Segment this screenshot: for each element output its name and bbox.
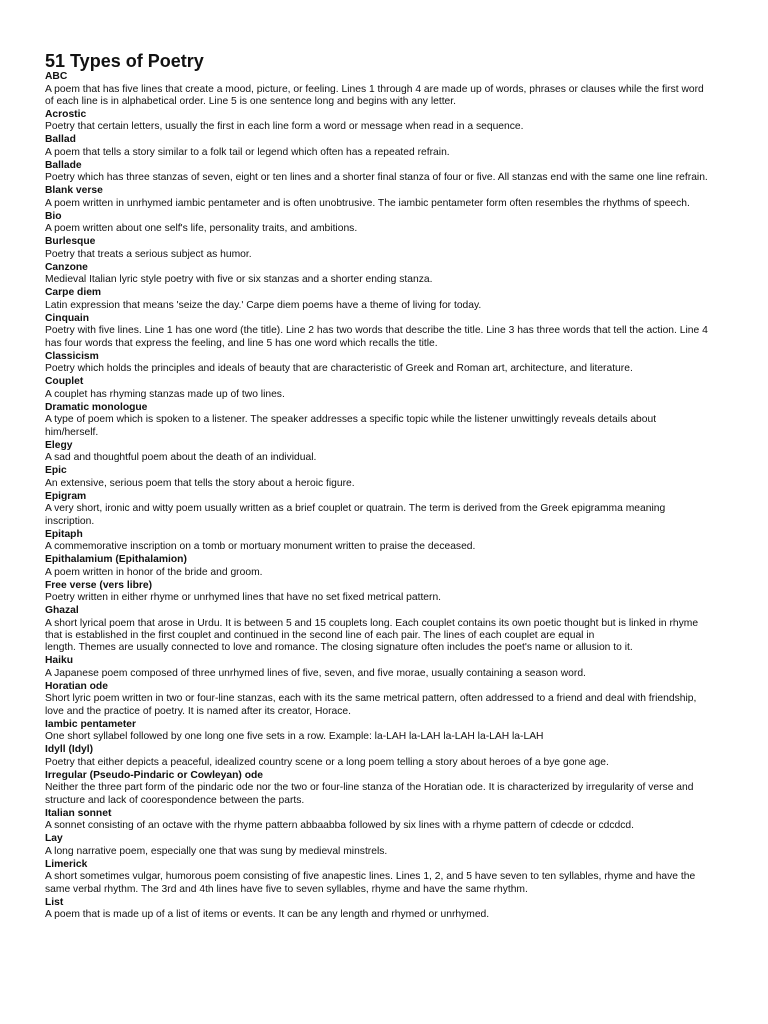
list-item bbox=[45, 440, 708, 465]
entry-term: List bbox=[45, 896, 64, 908]
entry-term: Couplet bbox=[45, 376, 84, 388]
entry-term: Ghazal bbox=[45, 605, 79, 617]
entry-term: Classicism bbox=[45, 350, 99, 362]
list-item bbox=[45, 770, 708, 807]
list-item bbox=[45, 236, 708, 261]
page-title: 51 Types of Poetry bbox=[45, 51, 204, 71]
entry-list bbox=[45, 71, 708, 922]
entry-term: Epigram bbox=[45, 490, 87, 502]
entry-term: Bio bbox=[45, 210, 62, 222]
list-item bbox=[45, 109, 708, 134]
entry-term: Italian sonnet bbox=[45, 807, 112, 819]
entry-term: Ballade bbox=[45, 159, 82, 171]
entry-definition: Poetry that either depicts a peaceful, idealized country scene or a long poem telling a story about heroes of a bye gone age. bbox=[45, 756, 609, 768]
entry-term: Irregular (Pseudo-Pindaric or Cowleyan) ode bbox=[45, 769, 263, 781]
list-item bbox=[45, 287, 708, 312]
entry-term: Canzone bbox=[45, 261, 88, 273]
list-item bbox=[45, 554, 708, 579]
list-item bbox=[45, 529, 708, 554]
entry-term: Ballad bbox=[45, 134, 76, 146]
entry-term: Dramatic monologue bbox=[45, 401, 148, 413]
entry-term: ABC bbox=[45, 71, 68, 82]
entry-definition: A poem written about one self's life, personality traits, and ambitions. bbox=[45, 223, 358, 235]
list-item bbox=[45, 402, 708, 439]
entry-term: Cinquain bbox=[45, 312, 90, 324]
list-item bbox=[45, 859, 708, 896]
entry-term: Blank verse bbox=[45, 185, 103, 197]
list-item bbox=[45, 833, 708, 858]
list-item bbox=[45, 376, 708, 401]
entry-definition: A couplet has rhyming stanzas made up of two lines. bbox=[45, 388, 285, 400]
list-item bbox=[45, 605, 708, 655]
entry-term: Epic bbox=[45, 465, 67, 477]
entry-term: Limerick bbox=[45, 858, 88, 870]
entry-definition: A sad and thoughtful poem about the death of an individual. bbox=[45, 452, 317, 464]
entry-definition: A very short, ironic and witty poem usually written as a brief couplet or quatrain. The term is derived from the Greek epigramma meaning inscription. bbox=[45, 503, 666, 527]
entry-definition: Poetry with five lines. Line 1 has one word (the title). Line 2 has two words that describe the title. Line 3 has three words that tell the action. Line 4 has four words that express the feeling, and line 5 has one word which recalls the title. bbox=[45, 325, 708, 349]
entry-definition: Poetry written in either rhyme or unrhymed lines that have no set fixed metrical pattern. bbox=[45, 592, 442, 604]
entry-definition: Neither the three part form of the pindaric ode nor the two or four-line stanza of the Horatian ode. It is characterized by irregularity of verse and structure and lack of coorespondence between the parts. bbox=[45, 782, 694, 806]
list-item bbox=[45, 580, 708, 605]
list-item bbox=[45, 744, 708, 769]
entry-term: Burlesque bbox=[45, 236, 96, 248]
list-item bbox=[45, 211, 708, 236]
list-item bbox=[45, 897, 708, 922]
list-item bbox=[45, 491, 708, 528]
document-page bbox=[45, 51, 708, 922]
list-item bbox=[45, 185, 708, 210]
entry-definition: An extensive, serious poem that tells the story about a heroic figure. bbox=[45, 477, 355, 489]
entry-definition: Poetry which has three stanzas of seven, eight or ten lines and a shorter final stanza of four or five. All stanzas end with the same one line refrain. bbox=[45, 172, 708, 184]
entry-term: Lay bbox=[45, 833, 63, 845]
list-item bbox=[45, 655, 708, 680]
entry-definition: A commemorative inscription on a tomb or mortuary monument written to praise the deceased. bbox=[45, 541, 476, 553]
list-item bbox=[45, 719, 708, 744]
entry-definition: A poem written in unrhymed iambic pentameter and is often unobtrusive. The iambic pentameter form often resembles the rhythms of speech. bbox=[45, 197, 690, 209]
entry-definition: A short lyrical poem that arose in Urdu. It is between 5 and 15 couplets long. Each couplet contains its own poetic thought but is linked in rhyme that is established in the first couplet and continued in the second line of each pair. The lines of each couplet are equal in length. Themes are usually connected to love and romance. The closing signature often includes the poet's name or allusion to it. bbox=[45, 617, 699, 654]
entry-term: Epithalamium (Epithalamion) bbox=[45, 554, 187, 566]
entry-definition: A long narrative poem, especially one that was sung by medieval minstrels. bbox=[45, 845, 388, 857]
entry-term: Haiku bbox=[45, 655, 74, 667]
list-item bbox=[45, 681, 708, 718]
entry-definition: Poetry that certain letters, usually the first in each line form a word or message when read in a sequence. bbox=[45, 121, 524, 133]
entry-definition: A type of poem which is spoken to a listener. The speaker addresses a specific topic while the listener unwittingly reveals details about him/herself. bbox=[45, 414, 657, 438]
list-item bbox=[45, 313, 708, 350]
entry-definition: Latin expression that means 'seize the day.' Carpe diem poems have a theme of living for today. bbox=[45, 299, 482, 311]
list-item bbox=[45, 351, 708, 376]
entry-term: Idyll (Idyl) bbox=[45, 744, 94, 756]
list-item bbox=[45, 160, 708, 185]
list-item bbox=[45, 134, 708, 159]
entry-definition: A poem that tells a story similar to a folk tail or legend which often has a repeated refrain. bbox=[45, 146, 450, 158]
entry-term: Carpe diem bbox=[45, 287, 102, 299]
entry-definition: A short sometimes vulgar, humorous poem consisting of five anapestic lines. Lines 1, 2, and 5 have seven to ten syllables, rhyme and have the same verbal rhythm. The 3rd and 4th lines have five to seven syllables, rhyme and have the same rhythm. bbox=[45, 871, 696, 895]
entry-definition: A poem written in honor of the bride and groom. bbox=[45, 566, 263, 578]
list-item bbox=[45, 262, 708, 287]
entry-definition: A sonnet consisting of an octave with the rhyme pattern abbaabba followed by six lines with a rhyme pattern of cdecde or cdcdcd. bbox=[45, 820, 634, 832]
entry-definition: A Japanese poem composed of three unrhymed lines of five, seven, and five morae, usually containing a season word. bbox=[45, 667, 586, 679]
entry-definition: Poetry that treats a serious subject as humor. bbox=[45, 248, 252, 260]
list-item bbox=[45, 71, 708, 108]
entry-term: Acrostic bbox=[45, 108, 87, 120]
entry-definition: A poem that has five lines that create a mood, picture, or feeling. Lines 1 through 4 are made up of words, phrases or clauses while the first word of each line is in alphabetical order. Line 5 is one sentence long and begins with any letter. bbox=[45, 83, 704, 107]
entry-term: Horatian ode bbox=[45, 680, 108, 692]
entry-term: Elegy bbox=[45, 439, 73, 451]
entry-definition: Short lyric poem written in two or four-line stanzas, each with its the same metrical pattern, often addressed to a friend and deal with friendship, love and the practice of poetry. It is named after its creator, Horace. bbox=[45, 693, 697, 717]
entry-term: Iambic pentameter bbox=[45, 718, 136, 730]
entry-term: Epitaph bbox=[45, 528, 83, 540]
entry-definition: One short syllabel followed by one long one five sets in a row. Example: la-LAH la-LAH la-LAH la-LAH la-LAH bbox=[45, 731, 544, 743]
list-item bbox=[45, 465, 708, 490]
list-item bbox=[45, 808, 708, 833]
entry-definition: Poetry which holds the principles and ideals of beauty that are characteristic of Greek and Roman art, architecture, and literature. bbox=[45, 363, 633, 375]
entry-term: Free verse (vers libre) bbox=[45, 579, 153, 591]
entry-definition: Medieval Italian lyric style poetry with five or six stanzas and a shorter ending stanza. bbox=[45, 274, 433, 286]
entry-definition: A poem that is made up of a list of items or events. It can be any length and rhymed or unrhymed. bbox=[45, 909, 490, 921]
